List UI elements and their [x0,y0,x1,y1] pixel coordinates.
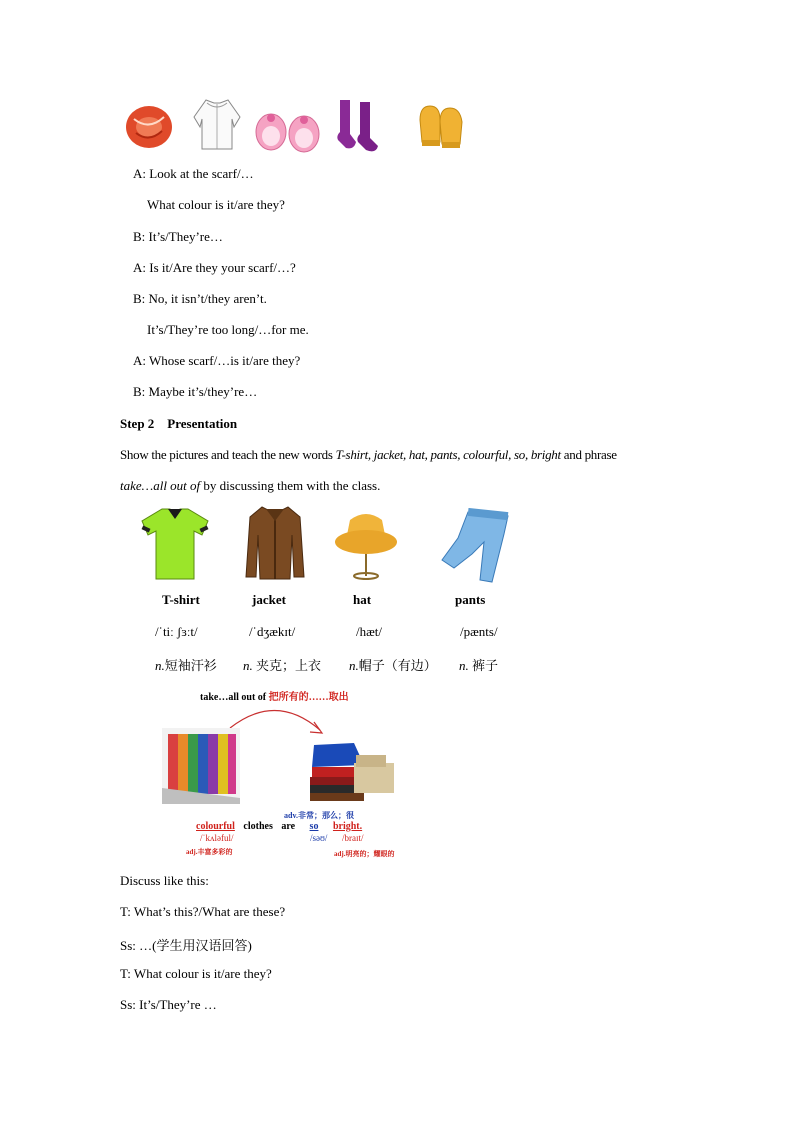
bright-ipa: /braɪt/ [342,833,364,843]
dialogue-line: A: Whose scarf/…is it/are they? [133,353,301,368]
dialogue-line: B: Maybe it’s/they’re… [133,384,258,399]
meaning: 夹克；上衣 [252,658,322,673]
discuss-line: T: What’s this?/What are these? [120,904,286,919]
blouse-image [192,97,242,152]
pants-image [438,508,512,584]
vocab-ipa-pants: /pænts/ [460,624,498,639]
drawer-clothes-image [162,728,240,804]
vocab-word-pants: pants [455,592,486,607]
vocab-word-hat: hat [353,592,372,607]
so-ipa: /səʊ/ [310,833,328,843]
discuss-line: T: What colour is it/are they? [120,966,272,981]
hat-image [334,510,398,580]
word-clothes: clothes [243,821,273,832]
dialogue-line: It’s/They’re too long/…for me. [147,322,309,337]
word-so: so [309,821,319,832]
dialogue-line: B: It’s/They’re… [133,229,223,244]
phrase: take…all out of [120,478,201,493]
intro-paragraph [120,447,617,463]
meaning: 短袖汗衫 [164,658,217,673]
pos: n. [243,658,253,673]
arrow-icon [226,700,330,738]
pos: n. [155,658,165,673]
meaning: 帽子（有边） [358,658,437,673]
intro-end: and phrase [560,447,617,462]
vocab-meaning-jacket [243,655,321,674]
phrase-title-en: take…all out of [200,692,269,703]
pos: n. [459,658,469,673]
word-colourful: colourful [196,821,235,832]
so-meaning: adv.非常；那么；很 [284,811,355,820]
gloves-image [416,102,466,150]
dialogue-line: A: Look at the scarf/… [133,166,254,181]
vocab-meaning-pants [459,655,498,674]
vocab-word-tshirt: T-shirt [162,592,200,607]
intro-words: T-shirt, jacket, hat, pants, colourful, so, bright [335,447,561,462]
pile-clothes-image [304,737,398,803]
intro-paragraph-line2 [120,478,380,494]
intro-start: Show the pictures and teach the new words [120,447,336,462]
vocab-word-jacket: jacket [252,592,286,607]
vocab-ipa-tshirt: /ˈtiː ʃɜːt/ [155,624,198,639]
discuss-line: Ss: It’s/They’re … [120,997,217,1012]
phrase-sentence [196,821,362,832]
vocab-meaning-hat [349,655,437,674]
phrase-title-cn: 把所有的……取出 [268,692,349,703]
dialogue-line: A: Is it/Are they your scarf/…? [133,260,296,275]
jacket-image [244,505,306,581]
shoes-image [254,106,324,154]
bright-meaning: adj.明亮的；耀眼的 [334,850,395,858]
dialogue-line: What colour is it/are they? [147,197,285,212]
vocab-ipa-hat: /hæt/ [356,624,383,639]
word-bright: bright. [332,821,363,832]
vocab-meaning-tshirt [155,655,217,674]
dialogue-line: B: No, it isn’t/they aren’t. [133,291,267,306]
step-heading: Step 2 Presentation [120,416,238,431]
meaning: 裤子 [468,658,499,673]
scarf-image [124,101,174,151]
socks-image [334,98,380,154]
tshirt-image [140,505,210,581]
discuss-line: Discuss like this: [120,873,209,888]
phrase-end: by discussing them with the class. [200,478,381,493]
colourful-ipa: /ˈkʌləful/ [200,833,234,843]
vocab-ipa-jacket: /ˈdʒækɪt/ [249,624,296,639]
pos: n. [349,658,359,673]
colourful-meaning: adj.丰富多彩的 [186,848,233,856]
discuss-line: Ss: …(学生用汉语回答) [120,938,252,953]
word-are: are [281,821,296,832]
